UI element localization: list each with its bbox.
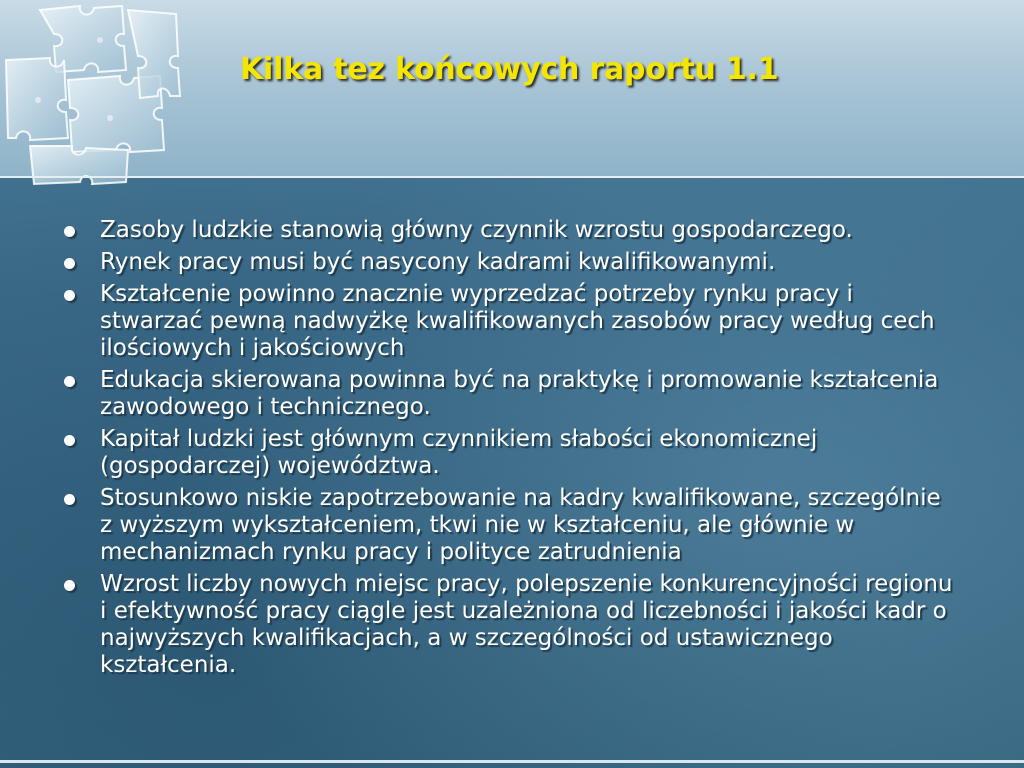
slide-title: Kilka tez końcowych raportu 1.1 (240, 52, 779, 87)
bullet-item (58, 281, 958, 362)
bullet-dot-icon (64, 290, 75, 301)
bullet-item (58, 367, 958, 421)
bullet-item (58, 249, 958, 276)
bullet-dot-icon (64, 494, 75, 505)
bullet-text: Edukacja skierowana powinna być na praktykę i promowanie kształcenia zawodowego i technicznego. (100, 367, 939, 420)
bullet-item (58, 217, 958, 244)
bullet-text: Kształcenie powinno znacznie wyprzedzać potrzeby rynku pracy i stwarzać pewną nadwyżkę kwalifikowanych zasobów pracy według cech ilościowych i jakościowych (100, 281, 935, 361)
bullet-dot-icon (64, 435, 75, 446)
bullet-dot-icon (64, 376, 75, 387)
bullet-item (58, 571, 958, 679)
bullet-item (58, 426, 958, 480)
bullet-text: Kapitał ludzki jest głównym czynnikiem słabości ekonomicznej (gospodarczej) województwa. (100, 426, 818, 479)
bullet-list (58, 217, 958, 684)
bullet-text: Wzrost liczby nowych miejsc pracy, polepszenie konkurencyjności regionu i efektywność pracy ciągle jest uzależniona od liczebności i jakości kadr o najwyższych kwalifikacjach, a w szczególności od ustawicznego kształcenia. (100, 571, 953, 678)
bullet-text: Rynek pracy musi być nasycony kadrami kwalifikowanymi. (100, 249, 776, 275)
bullet-dot-icon (64, 258, 75, 269)
bullet-dot-icon (64, 226, 75, 237)
bullet-text: Zasoby ludzkie stanowią główny czynnik wzrostu gospodarczego. (100, 217, 853, 243)
bullet-item (58, 485, 958, 566)
header-divider (0, 176, 1024, 178)
puzzle-pieces-image (0, 0, 200, 190)
bullet-text: Stosunkowo niskie zapotrzebowanie na kadry kwalifikowane, szczególnie z wyższym wykształceniem, tkwi nie w kształceniu, ale głównie w mechanizmach rynku pracy i polityce zatrudnienia (100, 485, 941, 565)
bottom-divider (0, 760, 1024, 763)
bullet-dot-icon (64, 580, 75, 591)
